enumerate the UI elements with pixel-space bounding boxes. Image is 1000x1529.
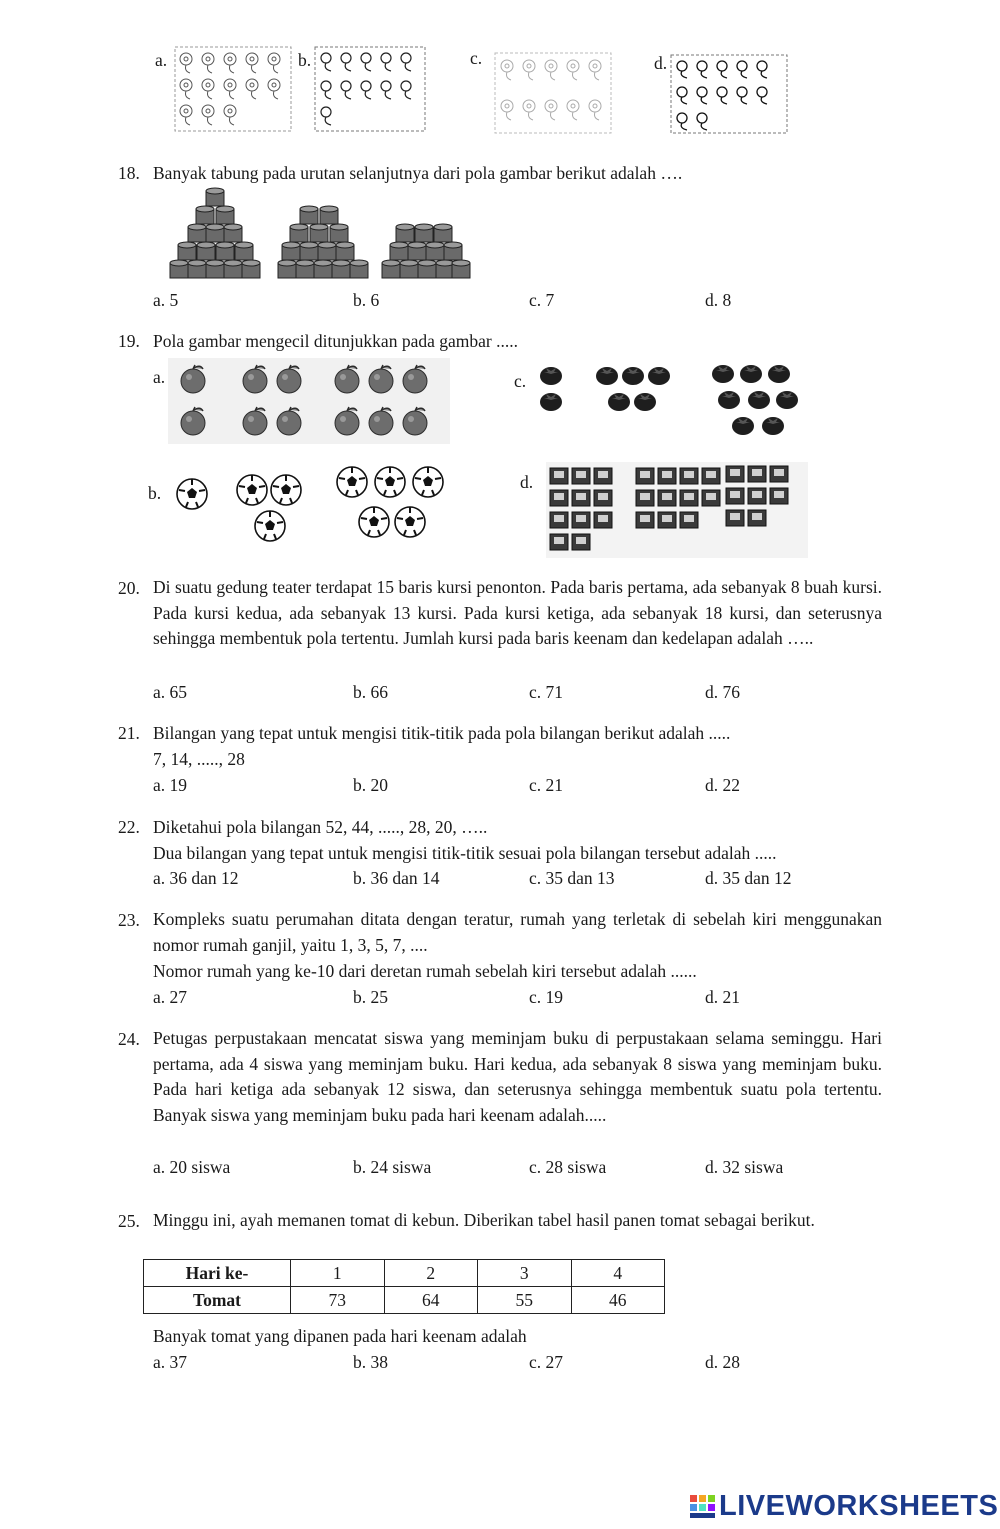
- table-cell: 3: [478, 1260, 572, 1287]
- q18-option-c[interactable]: c. 7: [529, 290, 555, 310]
- q17-flowers-b-image: [314, 46, 426, 132]
- q21-option-a[interactable]: a. 19: [153, 775, 188, 795]
- q24-option-b[interactable]: b. 24 siswa: [353, 1157, 432, 1177]
- q25-question-text-2: Banyak tomat yang dipanen pada hari keenam adalah: [153, 1326, 527, 1346]
- table-row-days: [144, 1260, 665, 1287]
- q17-flowers-d-image: [670, 54, 788, 134]
- q22-option-d[interactable]: d. 35 dan 12: [705, 868, 792, 888]
- q19-number: 19.: [118, 331, 140, 351]
- q24-option-d[interactable]: d. 32 siswa: [705, 1157, 784, 1177]
- q18-question-text: Banyak tabung pada urutan selanjutnya dari pola gambar berikut adalah ….: [153, 163, 683, 183]
- q19-apples-a-image: [168, 358, 450, 444]
- q19-balls-b-image: [172, 460, 452, 552]
- liveworksheets-logo-text: LIVEWORKSHEETS: [719, 1489, 999, 1522]
- q18-cylinders-image: [170, 186, 470, 278]
- table-cell: 73: [291, 1287, 385, 1314]
- q17-flowers-a-image: [174, 46, 292, 132]
- q20-number: 20.: [118, 578, 140, 598]
- q19-option-d-label: d.: [520, 472, 534, 492]
- q23-question-text: Kompleks suatu perumahan ditata dengan teratur, rumah yang terletak di sebelah kiri menggunakan nomor rumah ganjil, yaitu 1, 3, 5, 7, ....: [153, 909, 882, 955]
- table-header-cell: Tomat: [144, 1287, 291, 1314]
- q23-option-a[interactable]: a. 27: [153, 987, 188, 1007]
- q17-option-a-label: a.: [155, 50, 168, 70]
- q18-option-a[interactable]: a. 5: [153, 290, 179, 310]
- table-cell: 55: [478, 1287, 572, 1314]
- q19-question-text: Pola gambar mengecil ditunjukkan pada gambar .....: [153, 331, 518, 351]
- liveworksheets-logo-icon: [690, 1493, 716, 1519]
- q22-question-text: Diketahui pola bilangan 52, 44, ....., 28, 20, …..: [153, 817, 488, 837]
- liveworksheets-logo[interactable]: [690, 1488, 998, 1524]
- q23-option-b[interactable]: b. 25: [353, 987, 388, 1007]
- q25-option-b[interactable]: b. 38: [353, 1352, 388, 1372]
- q20-option-a[interactable]: a. 65: [153, 682, 188, 702]
- q21-option-b[interactable]: b. 20: [353, 775, 388, 795]
- q17-option-d-label: d.: [654, 53, 668, 73]
- table-cell: 2: [384, 1260, 478, 1287]
- q24-question-text: Petugas perpustakaan mencatat siswa yang meminjam buku di perpustakaan selama seminggu. Hari pertama, ada 4 siswa yang meminjam buku. Hari kedua, ada sebanyak 8 siswa yang meminjam buku. Pada hari ketiga ada sebanyak 12 siswa, dan seterusnya sehingga membentuk suatu pola tertentu. Banyak siswa yang meminjam buku pada hari keenam adalah.....: [153, 1028, 882, 1125]
- q20-option-c[interactable]: c. 71: [529, 682, 564, 702]
- q19-books-d-image: [546, 462, 808, 558]
- table-cell: 4: [571, 1260, 665, 1287]
- q21-option-c[interactable]: c. 21: [529, 775, 564, 795]
- q25-option-a[interactable]: a. 37: [153, 1352, 188, 1372]
- table-cell: 1: [291, 1260, 385, 1287]
- q17-option-b-label: b.: [298, 50, 312, 70]
- q22-option-c[interactable]: c. 35 dan 13: [529, 868, 615, 888]
- table-cell: 64: [384, 1287, 478, 1314]
- q21-number: 21.: [118, 723, 140, 743]
- q19-option-a-label: a.: [153, 367, 166, 387]
- q19-tomatoes-c-image: [536, 360, 808, 444]
- q17-option-c-label: c.: [470, 48, 483, 68]
- q20-question-text: Di suatu gedung teater terdapat 15 baris kursi penonton. Pada baris pertama, ada sebanyak 8 buah kursi. Pada kursi kedua, ada sebanyak 13 kursi. Pada kursi ketiga, ada sebanyak 18 kursi, dan seterusnya sehingga membentuk pola tertentu. Jumlah kursi pada baris keenam dan kedelapan adalah …..: [153, 577, 882, 648]
- q18-option-d[interactable]: d. 8: [705, 290, 732, 310]
- q19-option-c-label: c.: [514, 371, 527, 391]
- q19-option-b-label: b.: [148, 483, 162, 503]
- q20-option-b[interactable]: b. 66: [353, 682, 388, 702]
- q23-option-c[interactable]: c. 19: [529, 987, 564, 1007]
- q18-option-b[interactable]: b. 6: [353, 290, 380, 310]
- q24-number: 24.: [118, 1029, 140, 1049]
- q22-option-b[interactable]: b. 36 dan 14: [353, 868, 440, 888]
- table-row-tomatoes: [144, 1287, 665, 1314]
- table-cell: 46: [571, 1287, 665, 1314]
- q23-number: 23.: [118, 910, 140, 930]
- q22-question-text-2: Dua bilangan yang tepat untuk mengisi titik-titik sesuai pola bilangan tersebut adalah .....: [153, 843, 777, 863]
- q23-option-d[interactable]: d. 21: [705, 987, 740, 1007]
- q17-flowers-c-image: [494, 52, 612, 134]
- q20-option-d[interactable]: d. 76: [705, 682, 740, 702]
- table-header-cell: Hari ke-: [144, 1260, 291, 1287]
- harvest-table: [143, 1259, 665, 1314]
- q23-question-text-2: Nomor rumah yang ke-10 dari deretan rumah sebelah kiri tersebut adalah ......: [153, 961, 697, 981]
- q22-option-a[interactable]: a. 36 dan 12: [153, 868, 239, 888]
- q25-option-c[interactable]: c. 27: [529, 1352, 564, 1372]
- q25-option-d[interactable]: d. 28: [705, 1352, 740, 1372]
- q21-question-text: Bilangan yang tepat untuk mengisi titik-titik pada pola bilangan berikut adalah .....: [153, 723, 731, 743]
- q18-number: 18.: [118, 163, 140, 183]
- q22-number: 22.: [118, 817, 140, 837]
- q21-option-d[interactable]: d. 22: [705, 775, 740, 795]
- q25-question-text: Minggu ini, ayah memanen tomat di kebun. Diberikan tabel hasil panen tomat sebagai berikut.: [153, 1210, 815, 1230]
- q24-option-c[interactable]: c. 28 siswa: [529, 1157, 607, 1177]
- q24-option-a[interactable]: a. 20 siswa: [153, 1157, 231, 1177]
- q25-number: 25.: [118, 1211, 140, 1231]
- q21-sequence: 7, 14, ....., 28: [153, 749, 245, 769]
